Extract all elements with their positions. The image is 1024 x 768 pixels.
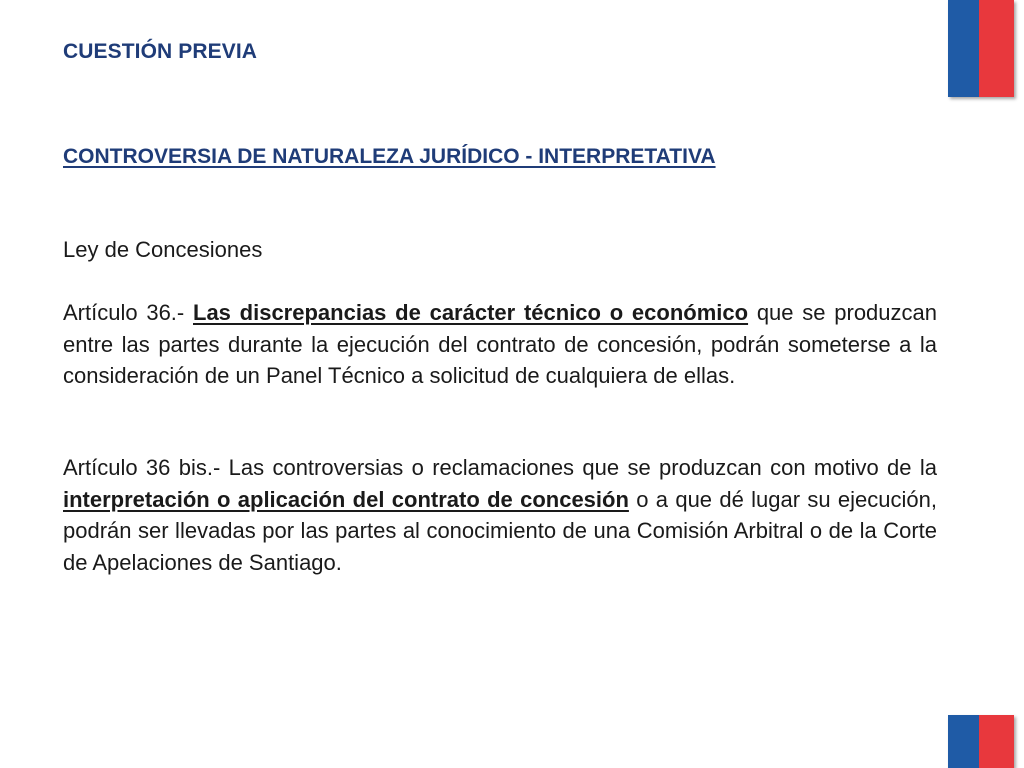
article-36-body: que se produzcan entre las partes durante la ejecución del contrato de concesión, podrán someterse a la consideración de un Panel Técnico a solicitud de cualquiera de ellas.: [63, 300, 937, 388]
section-subtitle: CONTROVERSIA DE NATURALEZA JURÍDICO - INTERPRETATIVA: [63, 145, 716, 168]
flag-red-stripe: [979, 0, 1014, 97]
flag-blue-stripe: [948, 715, 979, 768]
law-title: Ley de Concesiones: [63, 237, 263, 262]
article-36-bis-body: o a que dé lugar su ejecución, podrán ser llevadas por las partes al conocimiento de una Comisión Arbitral o de la Corte de Apelaciones de Santiago.: [63, 486, 937, 575]
page-title: CUESTIÓN PREVIA: [63, 40, 258, 63]
flag-decoration-top: [948, 0, 1014, 97]
flag-blue-stripe: [948, 0, 979, 97]
article-36-bis-paragraph: [63, 452, 937, 578]
flag-red-stripe: [979, 715, 1014, 768]
article-36-bis-emphasis: interpretación o aplicación del contrato de concesión: [63, 486, 629, 512]
article-36-intro: Artículo 36.-: [63, 300, 193, 325]
article-36-paragraph: [63, 297, 937, 392]
flag-decoration-bottom: [948, 715, 1014, 768]
article-36-bis-intro: Artículo 36 bis.- Las controversias o reclamaciones que se produzcan con motivo de la: [63, 455, 937, 480]
article-36-emphasis: Las discrepancias de carácter técnico o económico: [193, 300, 749, 325]
